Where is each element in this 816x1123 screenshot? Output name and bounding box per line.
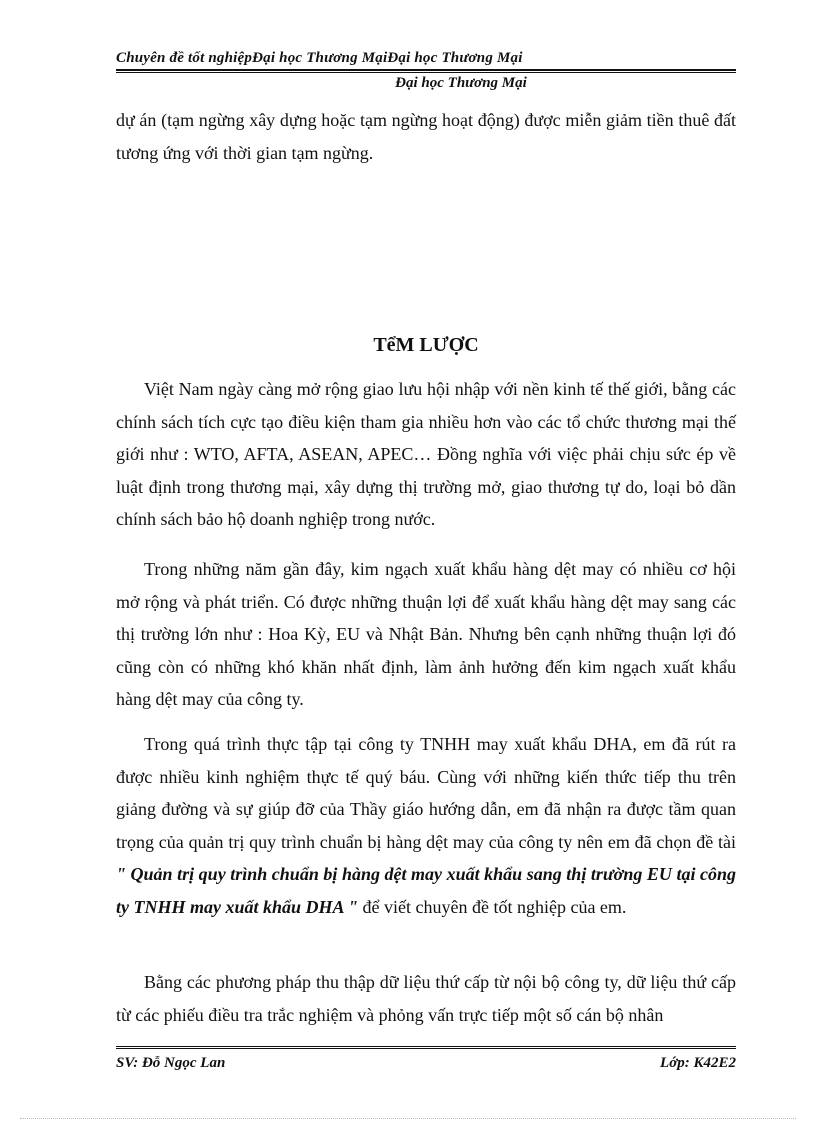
footer-rule: [116, 1046, 736, 1049]
thesis-topic-title: " Quản trị quy trình chuẩn bị hàng dệt may xuất khẩu sang thị trường EU tại công ty TNHH may xuất khẩu DHA ": [116, 864, 736, 917]
page-header: [116, 48, 736, 93]
paragraph-1: Việt Nam ngày càng mở rộng giao lưu hội nhập với nền kinh tế thế giới, bằng các chính sách tích cực tạo điều kiện tham gia nhiều hơn vào các tổ chức thương mại thế giới như : WTO, AFTA, ASEAN, APEC… Đồng nghĩa với việc phải chịu sức ép về luật định trong thương mại, xây dựng thị trường mở, giao thương tự do, loại bỏ dần chính sách bảo hộ doanh nghiệp trong nước.: [116, 379, 736, 529]
header-title: Chuyên đề tốt nghiệpĐại học Thương MạiĐại học Thương Mại: [116, 50, 523, 66]
paragraph-3: [116, 728, 736, 923]
page-footer: [116, 1046, 736, 1074]
paragraph-3-text-after: để viết chuyên đề tốt nghiệp của em.: [358, 896, 627, 917]
paragraph-3-text-before: Trong quá trình thực tập tại công ty TNHH may xuất khẩu DHA, em đã rút ra được nhiều kinh nghiệm thực tế quý báu. Cùng với những kiến thức tiếp thu trên giảng đường và sự giúp đỡ của Thầy giáo hướng dẫn, em đã nhận ra được tầm quan trọng của quản trị quy trình chuẩn bị hàng dệt may của công ty nên em đã chọn đề tài: [116, 734, 736, 852]
class-code: Lớp: K42E2: [660, 1055, 736, 1071]
page-bottom-border: [20, 1118, 796, 1119]
paragraph-4: Bằng các phương pháp thu thập dữ liệu thứ cấp từ nội bộ công ty, dữ liệu thứ cấp từ các phiếu điều tra trắc nghiệm và phỏng vấn trực tiếp một số cán bộ nhân: [116, 972, 736, 1025]
student-name: SV: Đỗ Ngọc Lan: [116, 1055, 226, 1071]
header-subtitle: Đại học Thương Mại: [395, 75, 527, 91]
section-title: TểM LƯỢC: [373, 334, 479, 356]
footer-row: [116, 1052, 736, 1074]
paragraph-2: Trong những năm gần đây, kim ngạch xuất khẩu hàng dệt may có nhiều cơ hội mở rộng và phát triển. Có được những thuận lợi để xuất khẩu hàng dệt may sang các thị trường lớn như : Hoa Kỳ, EU và Nhật Bản. Nhưng bên cạnh những thuận lợi đó cũng còn có những khó khăn nhất định, làm ảnh hưởng đến kim ngạch xuất khẩu hàng dệt may của công ty.: [116, 559, 736, 709]
intro-paragraph: dự án (tạm ngừng xây dựng hoặc tạm ngừng hoạt động) được miễn giảm tiền thuê đất tương ứng với thời gian tạm ngừng.: [116, 110, 736, 163]
